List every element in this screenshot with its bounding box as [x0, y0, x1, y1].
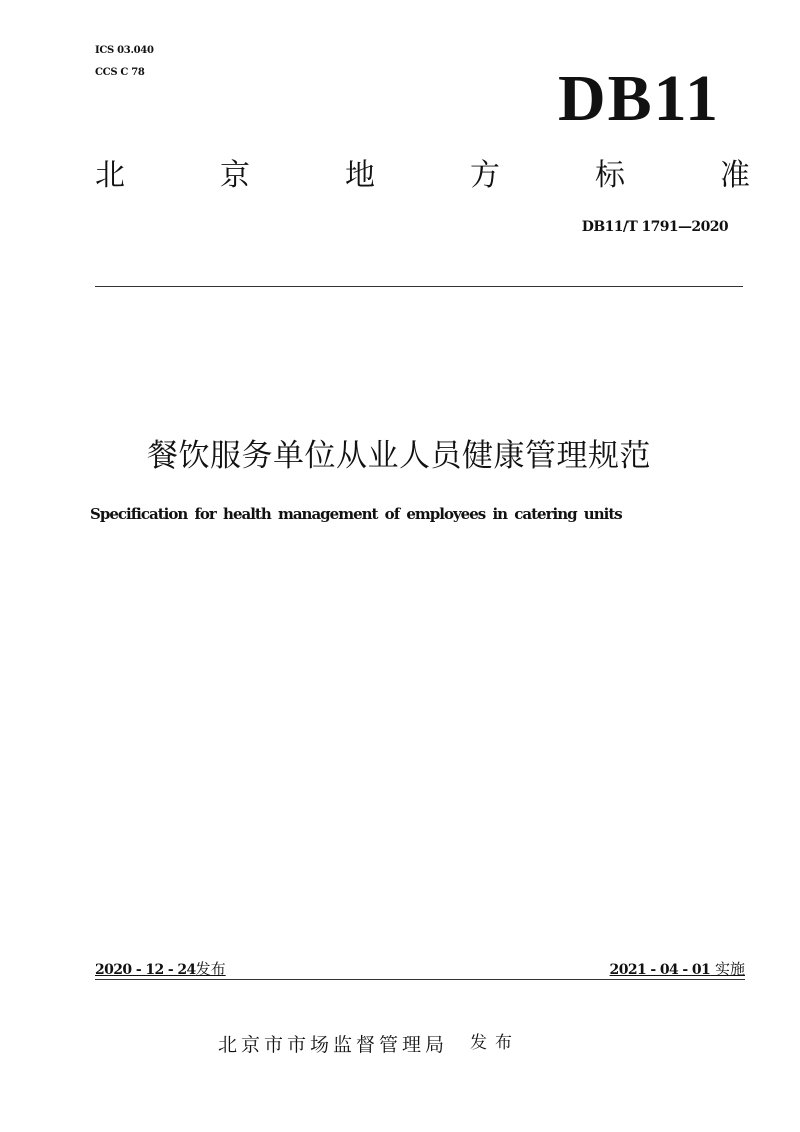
ics-code: ICS 03.040	[95, 45, 154, 56]
issuing-authority: 北京市市场监督管理局	[218, 1034, 449, 1056]
classification-codes	[95, 40, 154, 84]
standard-type-char: 北	[95, 158, 125, 193]
issuer-verb: 发布	[470, 1033, 521, 1053]
implementation-label: 实施	[714, 960, 745, 978]
standard-type-char: 京	[220, 158, 250, 193]
standard-type-char: 地	[345, 158, 375, 193]
dates-row	[95, 958, 745, 980]
release-label: 发布	[195, 960, 226, 978]
footer-divider	[95, 979, 745, 980]
standard-type-heading	[95, 158, 750, 194]
ccs-code: CCS C 78	[95, 67, 145, 78]
standard-number: DB11/T 1791—2020	[581, 219, 728, 235]
standard-type-char: 标	[595, 158, 625, 193]
standard-type-char: 方	[470, 158, 500, 193]
header-divider	[95, 286, 743, 287]
standard-code-logo: DB11	[557, 62, 720, 135]
implementation-date-block	[610, 958, 745, 979]
release-date: 2020 - 12 - 24	[95, 962, 196, 978]
standard-type-char: 准	[720, 158, 750, 193]
implementation-date: 2021 - 04 - 01	[609, 962, 711, 978]
document-title-chinese: 餐饮服务单位从业人员健康管理规范	[147, 438, 651, 474]
document-title-english: Specification for health management of employees in catering units	[90, 505, 622, 523]
release-date-block	[95, 958, 226, 979]
issuer-row	[218, 1030, 520, 1057]
